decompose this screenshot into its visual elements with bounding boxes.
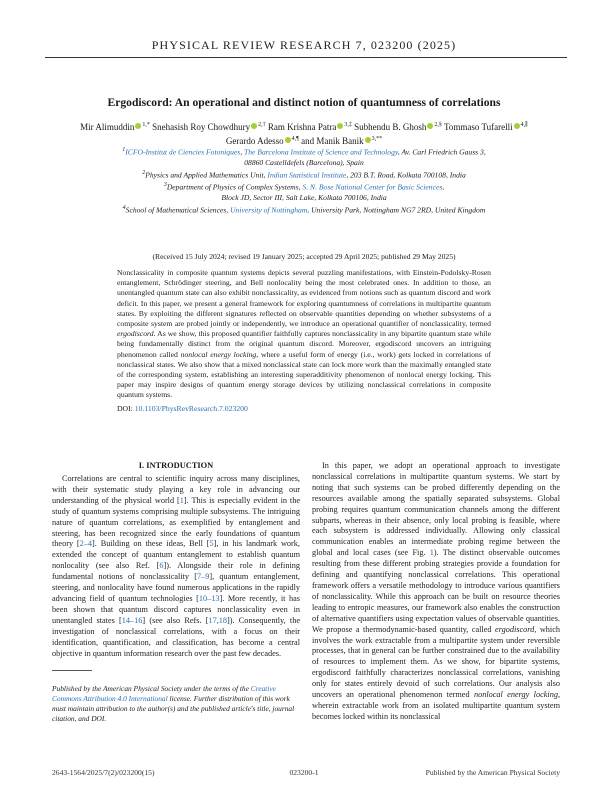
citation-link[interactable]: 17,18 <box>208 615 228 625</box>
doi-link[interactable]: 10.1103/PhysRevResearch.7.023200 <box>134 404 248 413</box>
orcid-icon[interactable] <box>427 123 433 129</box>
footer-page: 023200-1 <box>289 768 319 777</box>
footnote-rule <box>52 670 92 671</box>
affiliation-link[interactable]: ICFO-Institut de Ciencies Fotoniques <box>125 147 241 157</box>
author-name[interactable]: Ram Krishna Patra <box>267 122 337 132</box>
abstract: Nonclassicality in composite quantum systems depicts several puzzling manifestations, with Einstein-Podolsky-Rosen entanglement, Schrödinger steering, and Bell nonlocality being the most celebrated ones. In addition to those, an unentangled quantum state can also exhibit nonclassicality, as evidenced from notions such as quantum discord and work deficit. In this paper, we present a general framework for exploring quantumness of correlations in multipartite quantum states. By exploiting the different signatures reflected on observable quantities depending on whether subsystems of a composite system are probed jointly or independently, we introduce an operational quantifier of nonclassicality, termed ergodiscord. As we show, this proposed quantifier faithfully captures nonclassicality in any bipartite quantum state while being fundamentally distinct from the original quantum discord. Moreover, ergodiscord uncovers an intriguing phenomenon called nonlocal energy locking, where a useful form of energy (i.e., work) gets locked in correlations of nonclassical states. We also show that a mixed nonclassical state can lock more work than the maximally entangled state of the corresponding system, establishing an interesting superadditivity phenomenon of nonlocal energy locking. This paper may inspire designs of quantum energy storage devices by utilizing nonclassical correlations in composite quantum systems. <box>117 268 491 400</box>
citation-link[interactable]: 1 <box>179 495 184 505</box>
author-name[interactable]: Gerardo Adesso <box>225 135 284 146</box>
doi-line: DOI: 10.1103/PhysRevResearch.7.023200 <box>117 404 248 413</box>
affiliation-1: $^1$ICFO-Institut de Ciencies Fotoniques, The Barcelona Institute of Science and Technology, Av. Carl Friedrich Gauss 3, 08860 Castelldefels (Barcelona), Spain <box>122 147 486 167</box>
citation-link[interactable]: 2–4 <box>79 539 93 549</box>
footer-publisher: Published by the American Physical Society <box>425 768 560 777</box>
author-name[interactable]: Tommaso Tufarelli <box>443 122 513 132</box>
affiliation-3: $^3$Department of Physics of Complex Systems, S. N. Bose National Center for Basic Sciences, Block JD, Sector III, Salt Lake, Kolkata 700106, India <box>163 182 445 202</box>
author-name[interactable]: Manik Banik <box>316 135 364 146</box>
paper-title: Ergodiscord: An operational and distinct notion of quantumness of correlations <box>107 96 501 109</box>
affiliation-4: $^4$School of Mathematical Sciences, University of Nottingham, University Park, Nottingham NG7 2RD, United Kingdom <box>122 205 486 215</box>
citation-link[interactable]: 6 <box>159 561 164 571</box>
citation-link[interactable]: 5 <box>209 539 214 549</box>
citation-link[interactable]: 10–13 <box>198 593 220 603</box>
license-link[interactable]: Creative Commons Attribution 4.0 International <box>52 684 276 703</box>
affiliation-2: $^2$Physics and Applied Mathematics Unit, Indian Statistical Institute, 203 B.T. Road, Kolkata 700108, India <box>142 170 466 180</box>
affiliation-link[interactable]: University of Nottingham <box>230 205 308 215</box>
intro-right-column: In this paper, we adopt an operational approach to investigate nonclassical correlations in multipartite quantum systems. We start by noting that such systems can be probed differently depending on the resources available among the spatially separated subsystems. Global probing requires quantum communication channels among the different subparts, whereas in their absence, only local probing is feasible, where each subsystem is addressed individually. Allowing only classical communication enables an intermediate probing regime between the global and local cases (see Fig. 1). The distinct observable outcomes resulting from these different probing strategies provide a foundation for defining and quantifying nonclassical correlations. This operational framework offers a versatile methodology to introduce various quantifiers of nonclassicality. While this approach can be built on resource theories leading to entropic measures, our framework also enables the construction of alternative quantifiers using expectation values of observable quantities. We propose a thermodynamic-based quantity, called ergodiscord, which involves the work extractable from a multipartite system under reversible processes, that in general can be further constrained due to the availability of resources to implement them. As we show, for bipartite systems, ergodiscord faithfully characterizes nonclassical correlations, vanishing only for states entirely devoid of such correlations. Our analysis also uncovers an operational phenomenon termed nonlocal energy locking, wherein extractable work from an isolated multipartite quantum system becomes locked within its nonclassical <box>312 461 561 721</box>
author-list: Mir Alimuddin $^{1,*}$ Snehasish Roy Chowdhury $^{2,\dagger}$ Ram Krishna Patra $^{3,\ddagger}$ Subhendu B. Ghosh $^{2,\S}$ Tommaso Tufarelli $^{4,\parallel}$ Gerardo Adesso $^{4,\P}$ and Manik Banik $^{3,**}$ <box>80 122 528 146</box>
orcid-icon[interactable] <box>135 123 141 129</box>
affiliation-link[interactable]: The Barcelona Institute of Science and Technology <box>244 147 398 157</box>
affiliation-link[interactable]: S. N. Bose National Center for Basic Sciences <box>302 182 443 192</box>
orcid-icon[interactable] <box>337 123 343 129</box>
section-heading: I. INTRODUCTION <box>138 461 214 470</box>
orcid-icon[interactable] <box>251 123 257 129</box>
orcid-icon[interactable] <box>285 137 291 143</box>
header-rule <box>45 57 567 58</box>
author-name[interactable]: Mir Alimuddin <box>80 122 135 132</box>
license-footnote: Published by the American Physical Society under the terms of the Creative Commons Attribution 4.0 International license. Further distribution of this work must maintain attribution to the author(s) and the published article's title, journal citation, and DOI. <box>52 684 295 723</box>
received-dates: (Received 15 July 2024; revised 19 January 2025; accepted 29 April 2025; published 29 May 2025) <box>152 252 456 261</box>
figure-link[interactable]: 1 <box>429 548 434 558</box>
orcid-icon[interactable] <box>365 137 371 143</box>
journal-header: PHYSICAL REVIEW RESEARCH 7, 023200 (2025) <box>151 38 457 52</box>
citation-link[interactable]: 7–9 <box>197 572 210 582</box>
affiliation-link[interactable]: Indian Statistical Institute <box>267 170 347 180</box>
footer-issn: 2643-1564/2025/7(2)/023200(15) <box>52 768 155 777</box>
author-name[interactable]: Subhendu B. Ghosh <box>354 122 427 132</box>
orcid-icon[interactable] <box>514 123 520 129</box>
citation-link[interactable]: 14–16 <box>121 615 143 625</box>
intro-left-column: Correlations are central to scientific inquiry across many disciplines, with their systematic study playing a key role in advancing our understanding of the physical world [1]. This is especially evident in the study of quantum systems comprising multiple subsystems. The intriguing nature of quantum correlations, as exemplified by entanglement and steering, has been recognized since the early foundations of quantum theory [2–4]. Building on these ideas, Bell [5], in his landmark work, extended the concept of quantum entanglement to establish quantum nonlocality (see also Ref. [6]). Alongside their role in defining fundamental notions of nonclassicality [7–9], quantum entanglement, steering, and nonlocality have found numerous applications in the rapidly advancing field of quantum technologies [10–13]. More recently, it has been shown that quantum discord captures nonclassicality even in unentangled states [14–16] (see also Refs. [17,18]). Consequently, the investigation of nonclassical correlations, with a focus on their identification, quantification, and classification, has become a central objective in quantum information research over the past few decades. <box>52 474 301 658</box>
author-name[interactable]: Snehasish Roy Chowdhury <box>152 122 251 132</box>
